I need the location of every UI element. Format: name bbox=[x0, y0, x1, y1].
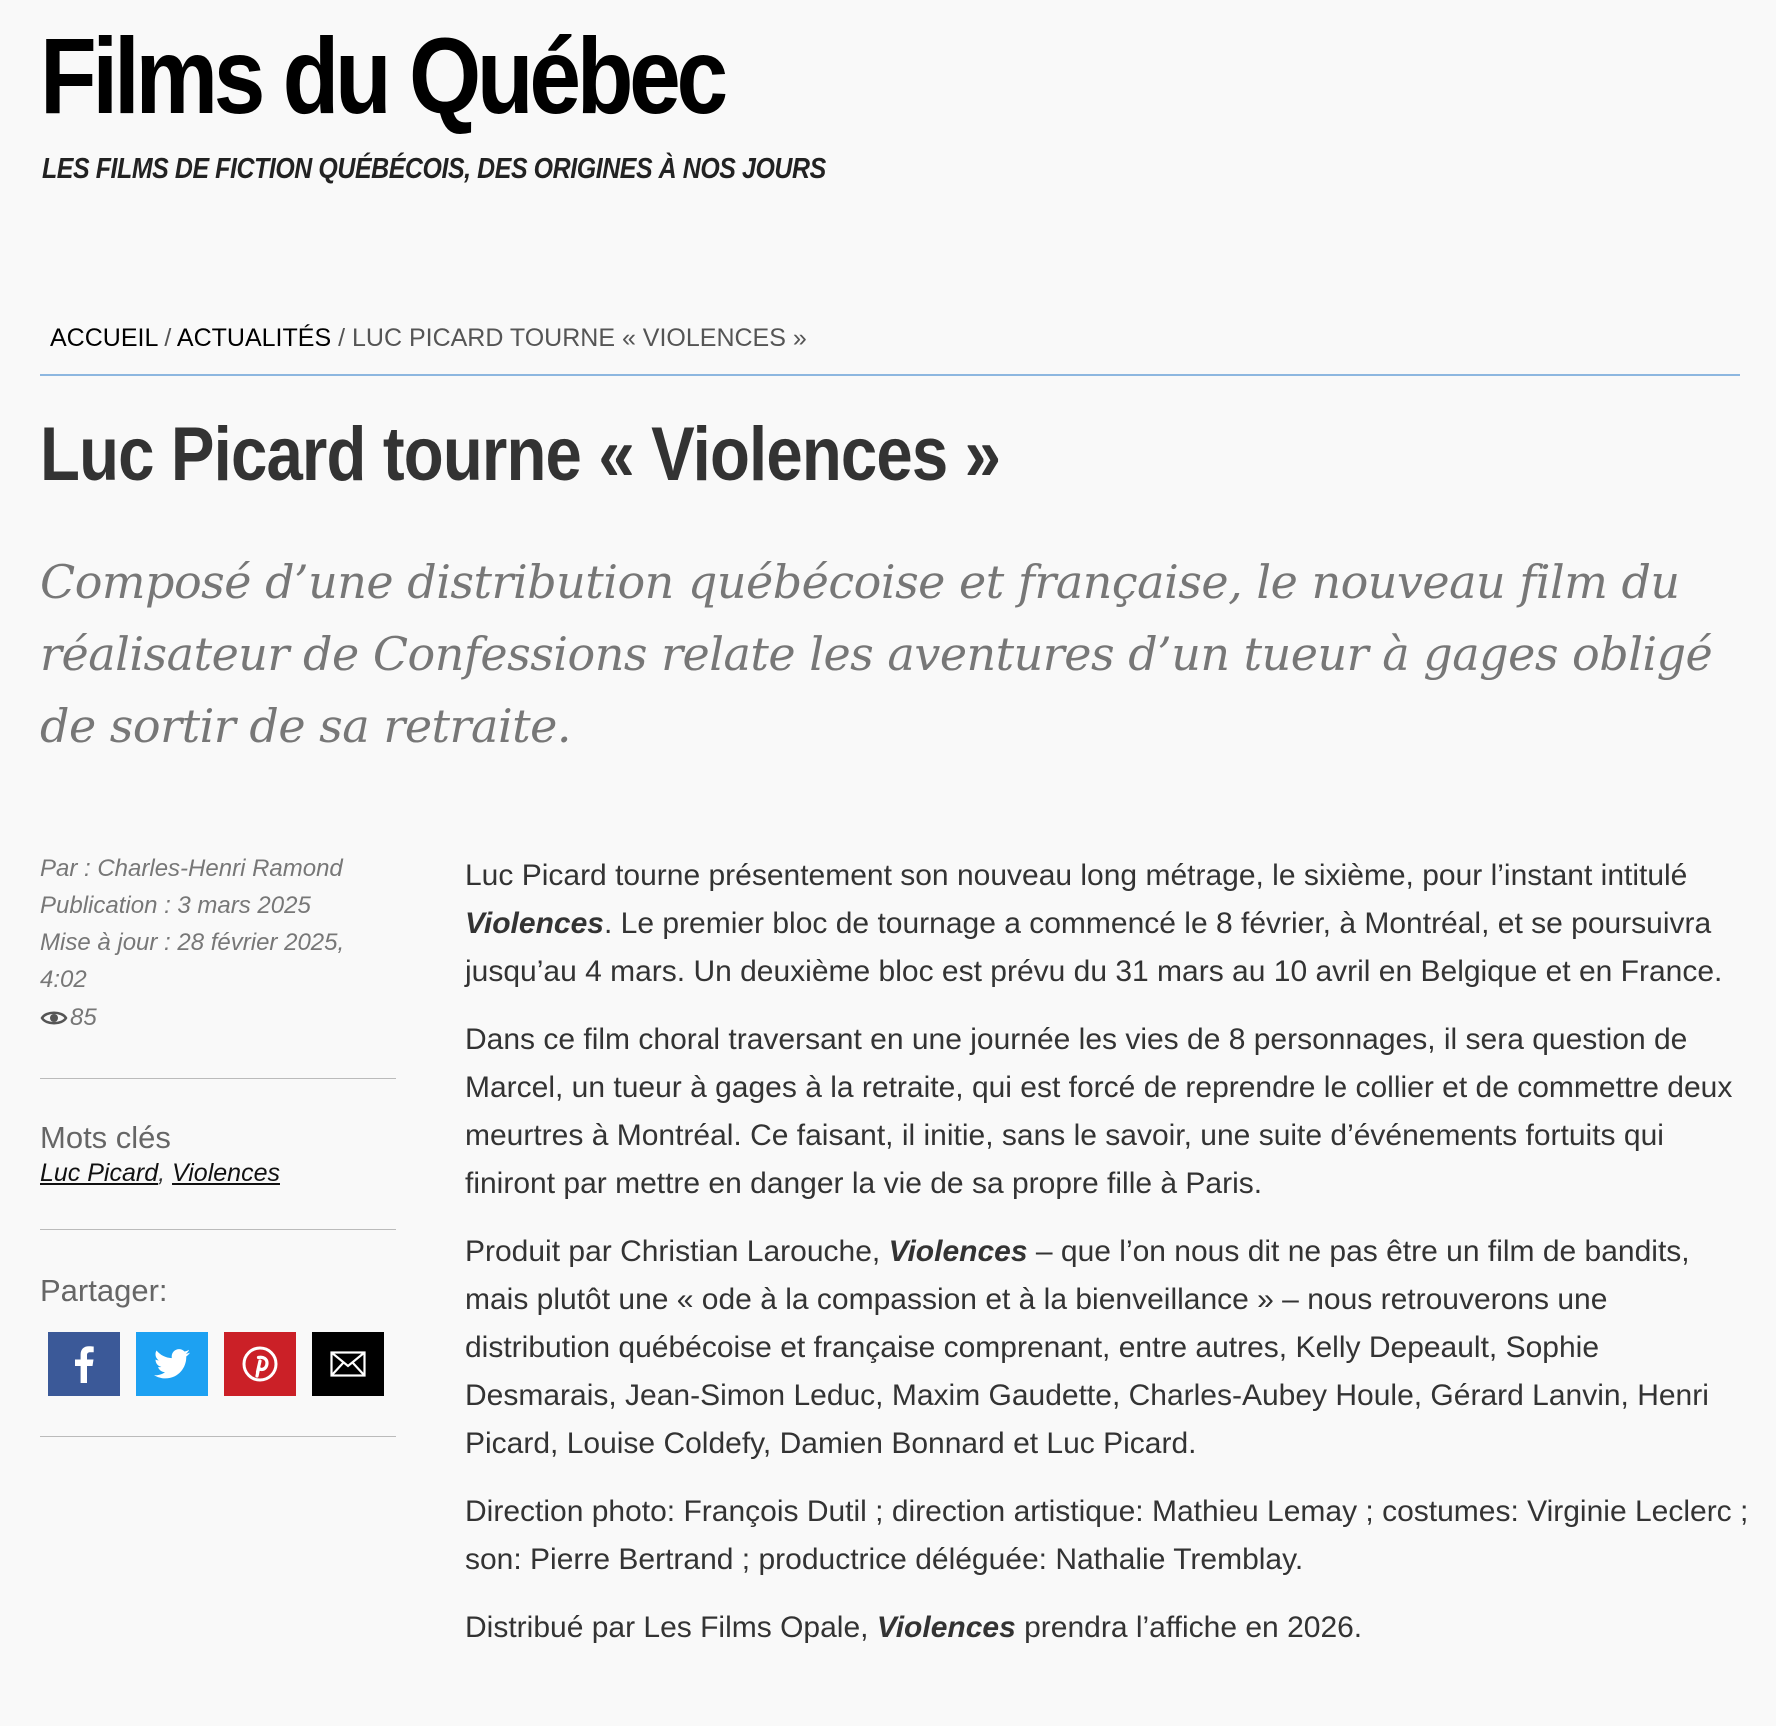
email-icon bbox=[330, 1351, 366, 1377]
site-title[interactable]: Films du Québec bbox=[40, 15, 724, 136]
article-lede: Composé d’une distribution québécoise et française, le nouveau film du réalisateur de Confessions relate les aventures d’un tueur à gages obligé de sortir de sa retraite. bbox=[40, 555, 1713, 753]
eye-icon bbox=[40, 1009, 68, 1027]
header-divider bbox=[40, 374, 1740, 376]
pinterest-share-button[interactable] bbox=[224, 1332, 296, 1396]
email-share-button[interactable] bbox=[312, 1332, 384, 1396]
keyword-link-violences[interactable]: Violences bbox=[172, 1159, 280, 1187]
site-header bbox=[40, 15, 953, 186]
film-title-emphasis: Violences bbox=[888, 1235, 1028, 1268]
article-paragraph: Dans ce film choral traversant en une journée les vies de 8 personnages, il sera question de Marcel, un tueur à gages à la retraite, qui est forcé de reprendre le collier et de commettre deux meurtres à Montréal. Ce faisant, il initie, sans le savoir, une suite d’événements fortuits qui finiront par mettre en danger la vie de sa propre fille à Paris. bbox=[465, 1023, 1733, 1200]
article-sidebar bbox=[40, 850, 396, 1437]
twitter-icon bbox=[154, 1349, 190, 1379]
pinterest-icon bbox=[241, 1345, 279, 1383]
article-body bbox=[465, 852, 1750, 1672]
breadcrumb-separator: / bbox=[338, 324, 346, 352]
article-author: Par : Charles-Henri Ramond bbox=[40, 855, 343, 882]
article-paragraph: Luc Picard tourne présentement son nouveau long métrage, le sixième, pour l’instant intitulé Violences. Le premier bloc de tournage a commencé le 8 février, à Montréal, et se poursuivra jusqu’au 4 mars. Un deuxième bloc est prévu du 31 mars au 10 avril en Belgique et en France. bbox=[465, 859, 1723, 988]
article-paragraph: Produit par Christian Larouche, Violences – que l’on nous dit ne pas être un film de bandits, mais plutôt une « ode à la compassion et à la bienveillance » – nous retrouverons une distribution québécoise et française comprenant, entre autres, Kelly Depeault, Sophie Desmarais, Jean-Simon Leduc, Maxim Gaudette, Charles-Aubey Houle, Gérard Lanvin, Henri Picard, Louise Coldefy, Damien Bonnard et Luc Picard. bbox=[465, 1235, 1709, 1460]
article-paragraph: Distribué par Les Films Opale, Violences prendra l’affiche en 2026. bbox=[465, 1611, 1363, 1644]
article-title: Luc Picard tourne « Violences » bbox=[40, 412, 1001, 497]
facebook-share-button[interactable] bbox=[48, 1332, 120, 1396]
breadcrumb-home-link[interactable]: ACCUEIL bbox=[50, 324, 158, 352]
keyword-link-luc-picard[interactable]: Luc Picard bbox=[40, 1159, 159, 1187]
site-tagline: LES FILMS DE FICTION QUÉBÉCOIS, DES ORIGINES À NOS JOURS bbox=[42, 153, 826, 185]
share-buttons bbox=[48, 1332, 396, 1396]
view-count bbox=[40, 998, 396, 1038]
breadcrumb-current: LUC PICARD TOURNE « VIOLENCES » bbox=[351, 324, 807, 352]
facebook-icon bbox=[74, 1345, 94, 1383]
view-count-value: 85 bbox=[70, 1004, 97, 1031]
breadcrumb bbox=[50, 322, 807, 354]
article-publication-date: Publication : 3 mars 2025 bbox=[40, 892, 311, 919]
breadcrumb-separator: / bbox=[164, 324, 172, 352]
film-title-emphasis: Violences bbox=[876, 1611, 1016, 1644]
share-heading: Partager: bbox=[40, 1273, 168, 1308]
breadcrumb-section-link[interactable]: ACTUALITÉS bbox=[176, 324, 332, 352]
keyword-separator: , bbox=[158, 1159, 166, 1187]
sidebar-divider bbox=[40, 1078, 396, 1079]
twitter-share-button[interactable] bbox=[136, 1332, 208, 1396]
article-update-date: Mise à jour : 28 février 2025, 4:02 bbox=[40, 929, 345, 993]
sidebar-divider bbox=[40, 1229, 396, 1230]
keywords-list bbox=[40, 1157, 396, 1189]
film-title-emphasis: Violences bbox=[465, 907, 604, 940]
keywords-heading: Mots clés bbox=[40, 1120, 171, 1155]
sidebar-divider bbox=[40, 1436, 396, 1437]
article-paragraph: Direction photo: François Dutil ; direction artistique: Mathieu Lemay ; costumes: Virginie Leclerc ; son: Pierre Bertrand ; productrice déléguée: Nathalie Tremblay. bbox=[465, 1495, 1749, 1576]
